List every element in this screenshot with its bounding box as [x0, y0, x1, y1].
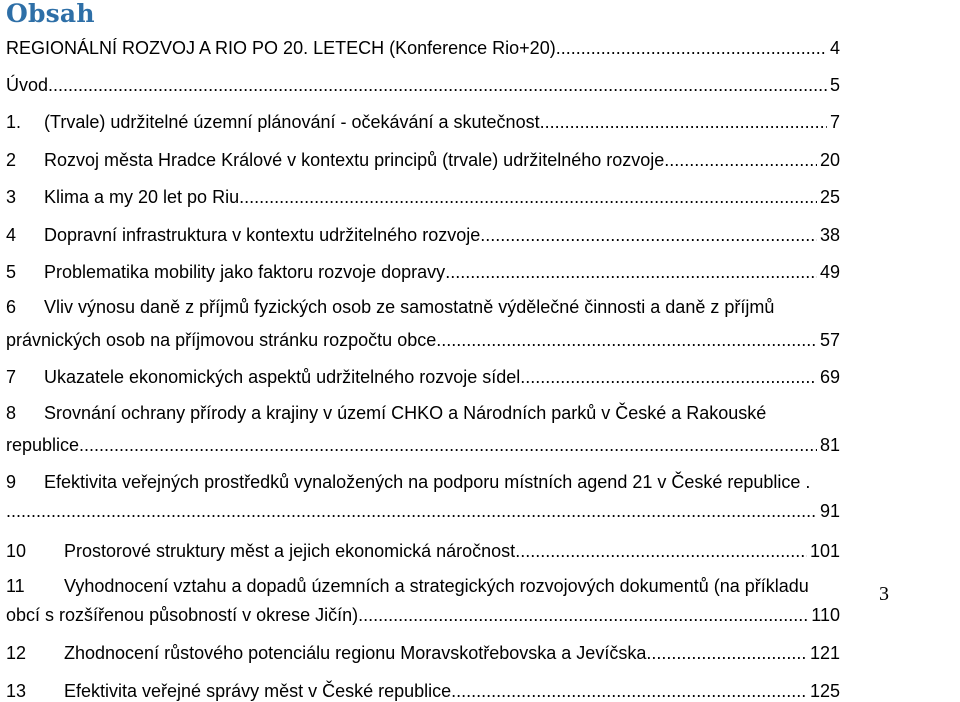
toc-entry-number: 13	[6, 681, 27, 701]
toc-entry-page: 5	[829, 75, 840, 95]
toc-entry-page: 38	[819, 225, 840, 245]
toc-entry-title: Vyhodnocení vztahu a dopadů územních a strategických rozvojových dokumentů (na příkladu	[64, 576, 809, 596]
leader-dots	[79, 435, 817, 456]
toc-entry-title: Zhodnocení růstového potenciálu regionu Moravskotřebovska a Jevíčska	[64, 643, 647, 663]
toc-entry-number: 8	[6, 403, 17, 423]
toc-entry[interactable]	[6, 255, 840, 283]
toc-entry-page: 121	[809, 643, 840, 663]
toc-entry-line1[interactable]	[6, 396, 840, 424]
toc-entry-title-continued: právnických osob na příjmovou stránku rozpočtu obce	[6, 330, 437, 350]
leader-dots	[436, 330, 817, 351]
toc-entry-page: 4	[829, 38, 840, 58]
toc-entry-page: 110	[811, 605, 840, 625]
toc-entry[interactable]	[6, 636, 840, 664]
toc-entry-page: 25	[819, 187, 840, 207]
toc-entry-page: 125	[809, 681, 840, 701]
toc-entry-number: 3	[6, 187, 17, 207]
toc-entry-page: 101	[809, 541, 840, 561]
toc-entry-number: 6	[6, 297, 17, 317]
toc-entry-title: Problematika mobility jako faktoru rozvoje dopravy	[44, 262, 446, 282]
toc-entry-number: 7	[6, 367, 17, 387]
toc-entry-number: 5	[6, 262, 17, 282]
leader-dots	[515, 541, 807, 562]
toc-entry-number: 1.	[6, 112, 22, 132]
toc-heading: Obsah	[6, 0, 95, 28]
toc-entry-title: Ukazatele ekonomických aspektů udržitelného rozvoje sídel	[44, 367, 521, 387]
leader-dots	[556, 38, 827, 59]
toc-entry-page: 69	[819, 367, 840, 387]
toc-entry-title: Srovnání ochrany přírody a krajiny v území CHKO a Národních parků v České a Rakouské	[44, 403, 767, 423]
toc-entry-page: 57	[819, 330, 840, 350]
toc-entry-page: 20	[819, 150, 840, 170]
leader-dots	[6, 501, 817, 522]
toc-entry-number: 11	[6, 576, 25, 596]
toc-entry-line1[interactable]	[6, 290, 840, 318]
toc-entry-title: Vliv výnosu daně z příjmů fyzických osob ze samostatně výdělečné činnosti a daně z příjmů	[44, 297, 775, 317]
toc-entry[interactable]	[6, 68, 840, 96]
toc-entry-title: Úvod	[6, 75, 49, 95]
toc-entry-number: 9	[6, 472, 17, 492]
toc-entry-title: Klima a my 20 let po Riu	[44, 187, 240, 207]
toc-entry-title-continued: obcí s rozšířenou působností v okrese Jičín)	[6, 605, 359, 625]
toc-entry-page: 81	[819, 435, 840, 455]
leader-dots	[358, 605, 808, 626]
toc-entry[interactable]	[6, 180, 840, 208]
toc-entry-page: 91	[819, 501, 840, 521]
toc-entry-title: REGIONÁLNÍ ROZVOJ A RIO PO 20. LETECH (Konference Rio+20)	[6, 38, 556, 58]
toc-entry[interactable]	[6, 105, 840, 133]
toc-entry[interactable]	[6, 143, 840, 171]
toc-entry-number: 2	[6, 150, 17, 170]
leader-dots	[239, 187, 817, 208]
toc-entry-title: Dopravní infrastruktura v kontextu udržitelného rozvoje	[44, 225, 481, 245]
leader-dots	[48, 75, 827, 96]
toc-entry-title: (Trvale) udržitelné územní plánování - očekávání a skutečnost	[44, 112, 540, 132]
leader-dots	[480, 225, 817, 246]
toc-entry-title: Rozvoj města Hradce Králové v kontextu principů (trvale) udržitelného rozvoje	[44, 150, 665, 170]
toc-entry-line2[interactable]	[6, 598, 840, 626]
toc-entry-title-continued: republice	[6, 435, 80, 455]
toc-entry[interactable]	[6, 31, 840, 59]
toc-entry[interactable]	[6, 218, 840, 246]
leader-dots	[520, 367, 817, 388]
toc-entry-title: Prostorové struktury měst a jejich ekonomická náročnost	[64, 541, 516, 561]
toc-entry[interactable]	[6, 360, 840, 388]
toc-entry-line2[interactable]	[6, 323, 840, 351]
toc-entry[interactable]	[6, 534, 840, 562]
leader-dots	[540, 112, 827, 133]
toc-entry-page: 7	[829, 112, 840, 132]
leader-dots	[445, 262, 817, 283]
toc-entry-title: Efektivita veřejné správy měst v České republice	[64, 681, 452, 701]
leader-dots	[664, 150, 817, 171]
toc-entry-title: Efektivita veřejných prostředků vynaložených na podporu místních agend 21 v České republice .	[44, 472, 811, 492]
toc-entry-line2[interactable]	[6, 494, 840, 522]
toc-entry-page: 49	[819, 262, 840, 282]
toc-entry-number: 12	[6, 643, 27, 663]
page-number: 3	[879, 583, 889, 605]
toc-entry-number: 4	[6, 225, 17, 245]
leader-dots	[646, 643, 807, 664]
toc-entry-line1[interactable]	[6, 465, 840, 493]
toc-entry-line2[interactable]	[6, 428, 840, 456]
toc-entry-line1[interactable]	[6, 569, 840, 597]
leader-dots	[451, 681, 807, 702]
toc-entry-number: 10	[6, 541, 27, 561]
